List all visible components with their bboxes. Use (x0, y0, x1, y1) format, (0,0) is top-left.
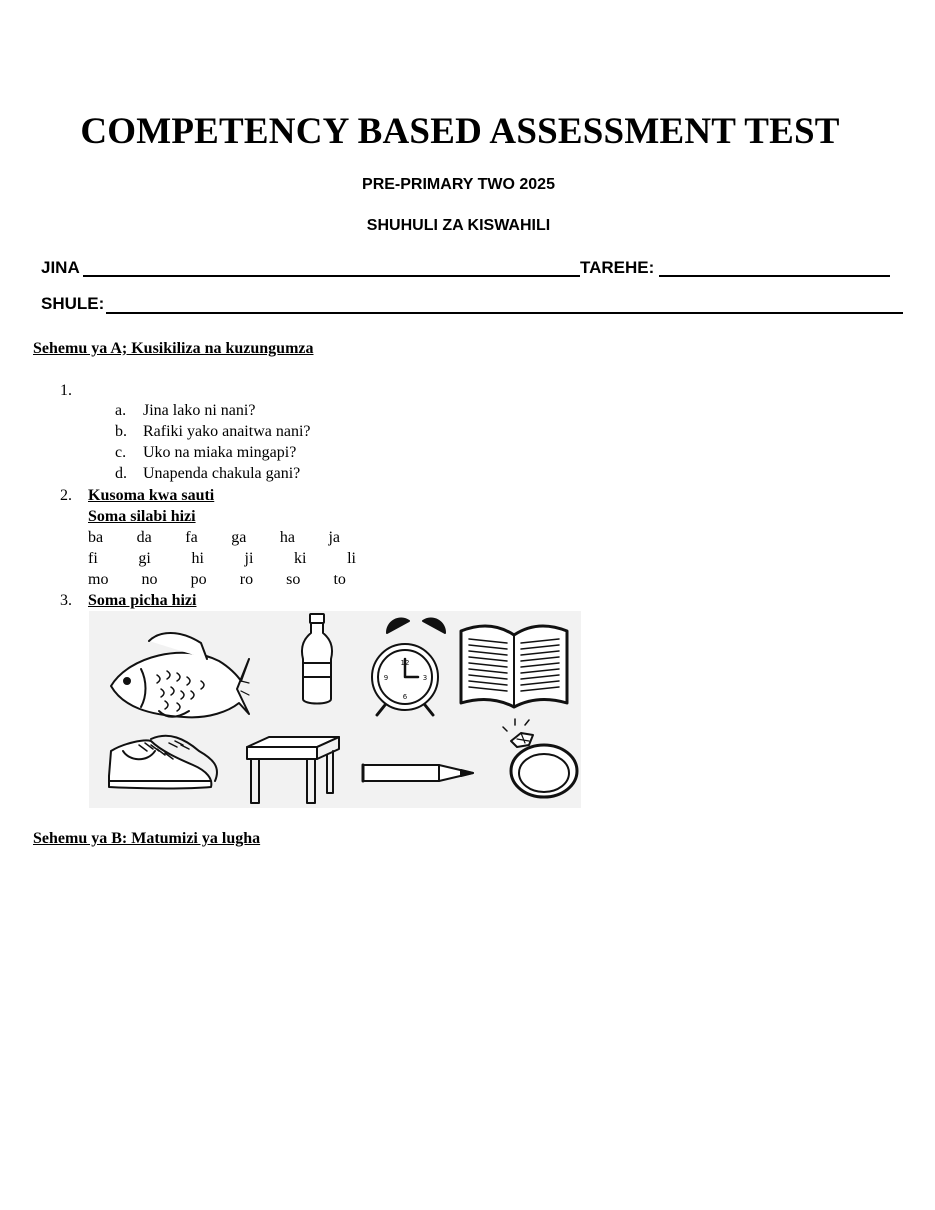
item-letter: c. (115, 444, 127, 461)
syllable: fa (185, 529, 198, 546)
syllable-row-2 (88, 550, 356, 568)
syllable: ki (294, 550, 307, 567)
syllable-row-3 (88, 571, 346, 589)
item-text: Rafiki yako anaitwa nani? (143, 423, 311, 440)
list-item (115, 444, 296, 462)
clock-number-6: 6 (402, 693, 408, 701)
syllable: so (286, 571, 301, 588)
clock-number-3: 3 (422, 674, 428, 682)
alarm-clock-icon (372, 618, 445, 715)
syllable: mo (88, 571, 109, 588)
item-letter: b. (115, 423, 127, 440)
syllable: ji (244, 550, 254, 567)
question-number-1: 1. (60, 382, 72, 399)
syllable: ba (88, 529, 104, 546)
syllable: hi (191, 550, 204, 567)
clock-number-9: 9 (383, 674, 389, 682)
question-number-2: 2. (60, 487, 72, 504)
school-label: SHULE: (41, 294, 105, 313)
table-icon (247, 737, 339, 803)
page-title: COMPETENCY BASED ASSESSMENT TEST (80, 111, 840, 152)
pictures-panel (89, 611, 581, 808)
item-text: Unapenda chakula gani? (143, 465, 301, 482)
shoes-icon (109, 736, 217, 789)
list-item (115, 465, 300, 483)
syllable: da (136, 529, 152, 546)
section-b-heading: Sehemu ya B: Matumizi ya lugha (33, 830, 261, 847)
syllable: no (141, 571, 158, 588)
question-number-3: 3. (60, 592, 72, 609)
name-label: JINA (41, 258, 80, 277)
syllable: ga (231, 529, 247, 546)
item-letter: a. (115, 402, 127, 419)
list-item (115, 423, 311, 441)
school-field-line[interactable] (106, 312, 903, 314)
syllable: ro (239, 571, 254, 588)
bottle-icon (302, 614, 332, 704)
name-field-line[interactable] (83, 275, 580, 277)
section-a-heading: Sehemu ya A; Kusikiliza na kuzungumza (33, 340, 314, 357)
question-2-title: Kusoma kwa sauti (88, 487, 215, 504)
syllable: gi (138, 550, 151, 567)
ring-icon (503, 719, 577, 797)
item-text: Uko na miaka mingapi? (143, 444, 297, 461)
syllable: ha (279, 529, 295, 546)
syllable: to (333, 571, 346, 588)
syllable-row-1 (88, 529, 358, 547)
clock-number-12: 12 (400, 659, 410, 667)
fish-icon (111, 633, 249, 717)
syllable: fi (88, 550, 98, 567)
question-3-title: Soma picha hizi (88, 592, 197, 609)
subject-subtitle: SHUHULI ZA KISWAHILI (366, 217, 551, 234)
item-text: Jina lako ni nani? (143, 402, 256, 419)
syllable: li (347, 550, 356, 567)
syllable: ja (328, 529, 340, 546)
list-item (115, 402, 255, 420)
pencil-icon (363, 765, 473, 781)
date-field-line[interactable] (659, 275, 890, 277)
question-2-subtitle: Soma silabi hizi (88, 508, 196, 525)
item-letter: d. (115, 465, 127, 482)
grade-subtitle: PRE-PRIMARY TWO 2025 (362, 176, 555, 193)
date-label: TAREHE: (580, 258, 655, 277)
syllable: po (190, 571, 207, 588)
book-icon (461, 626, 567, 707)
